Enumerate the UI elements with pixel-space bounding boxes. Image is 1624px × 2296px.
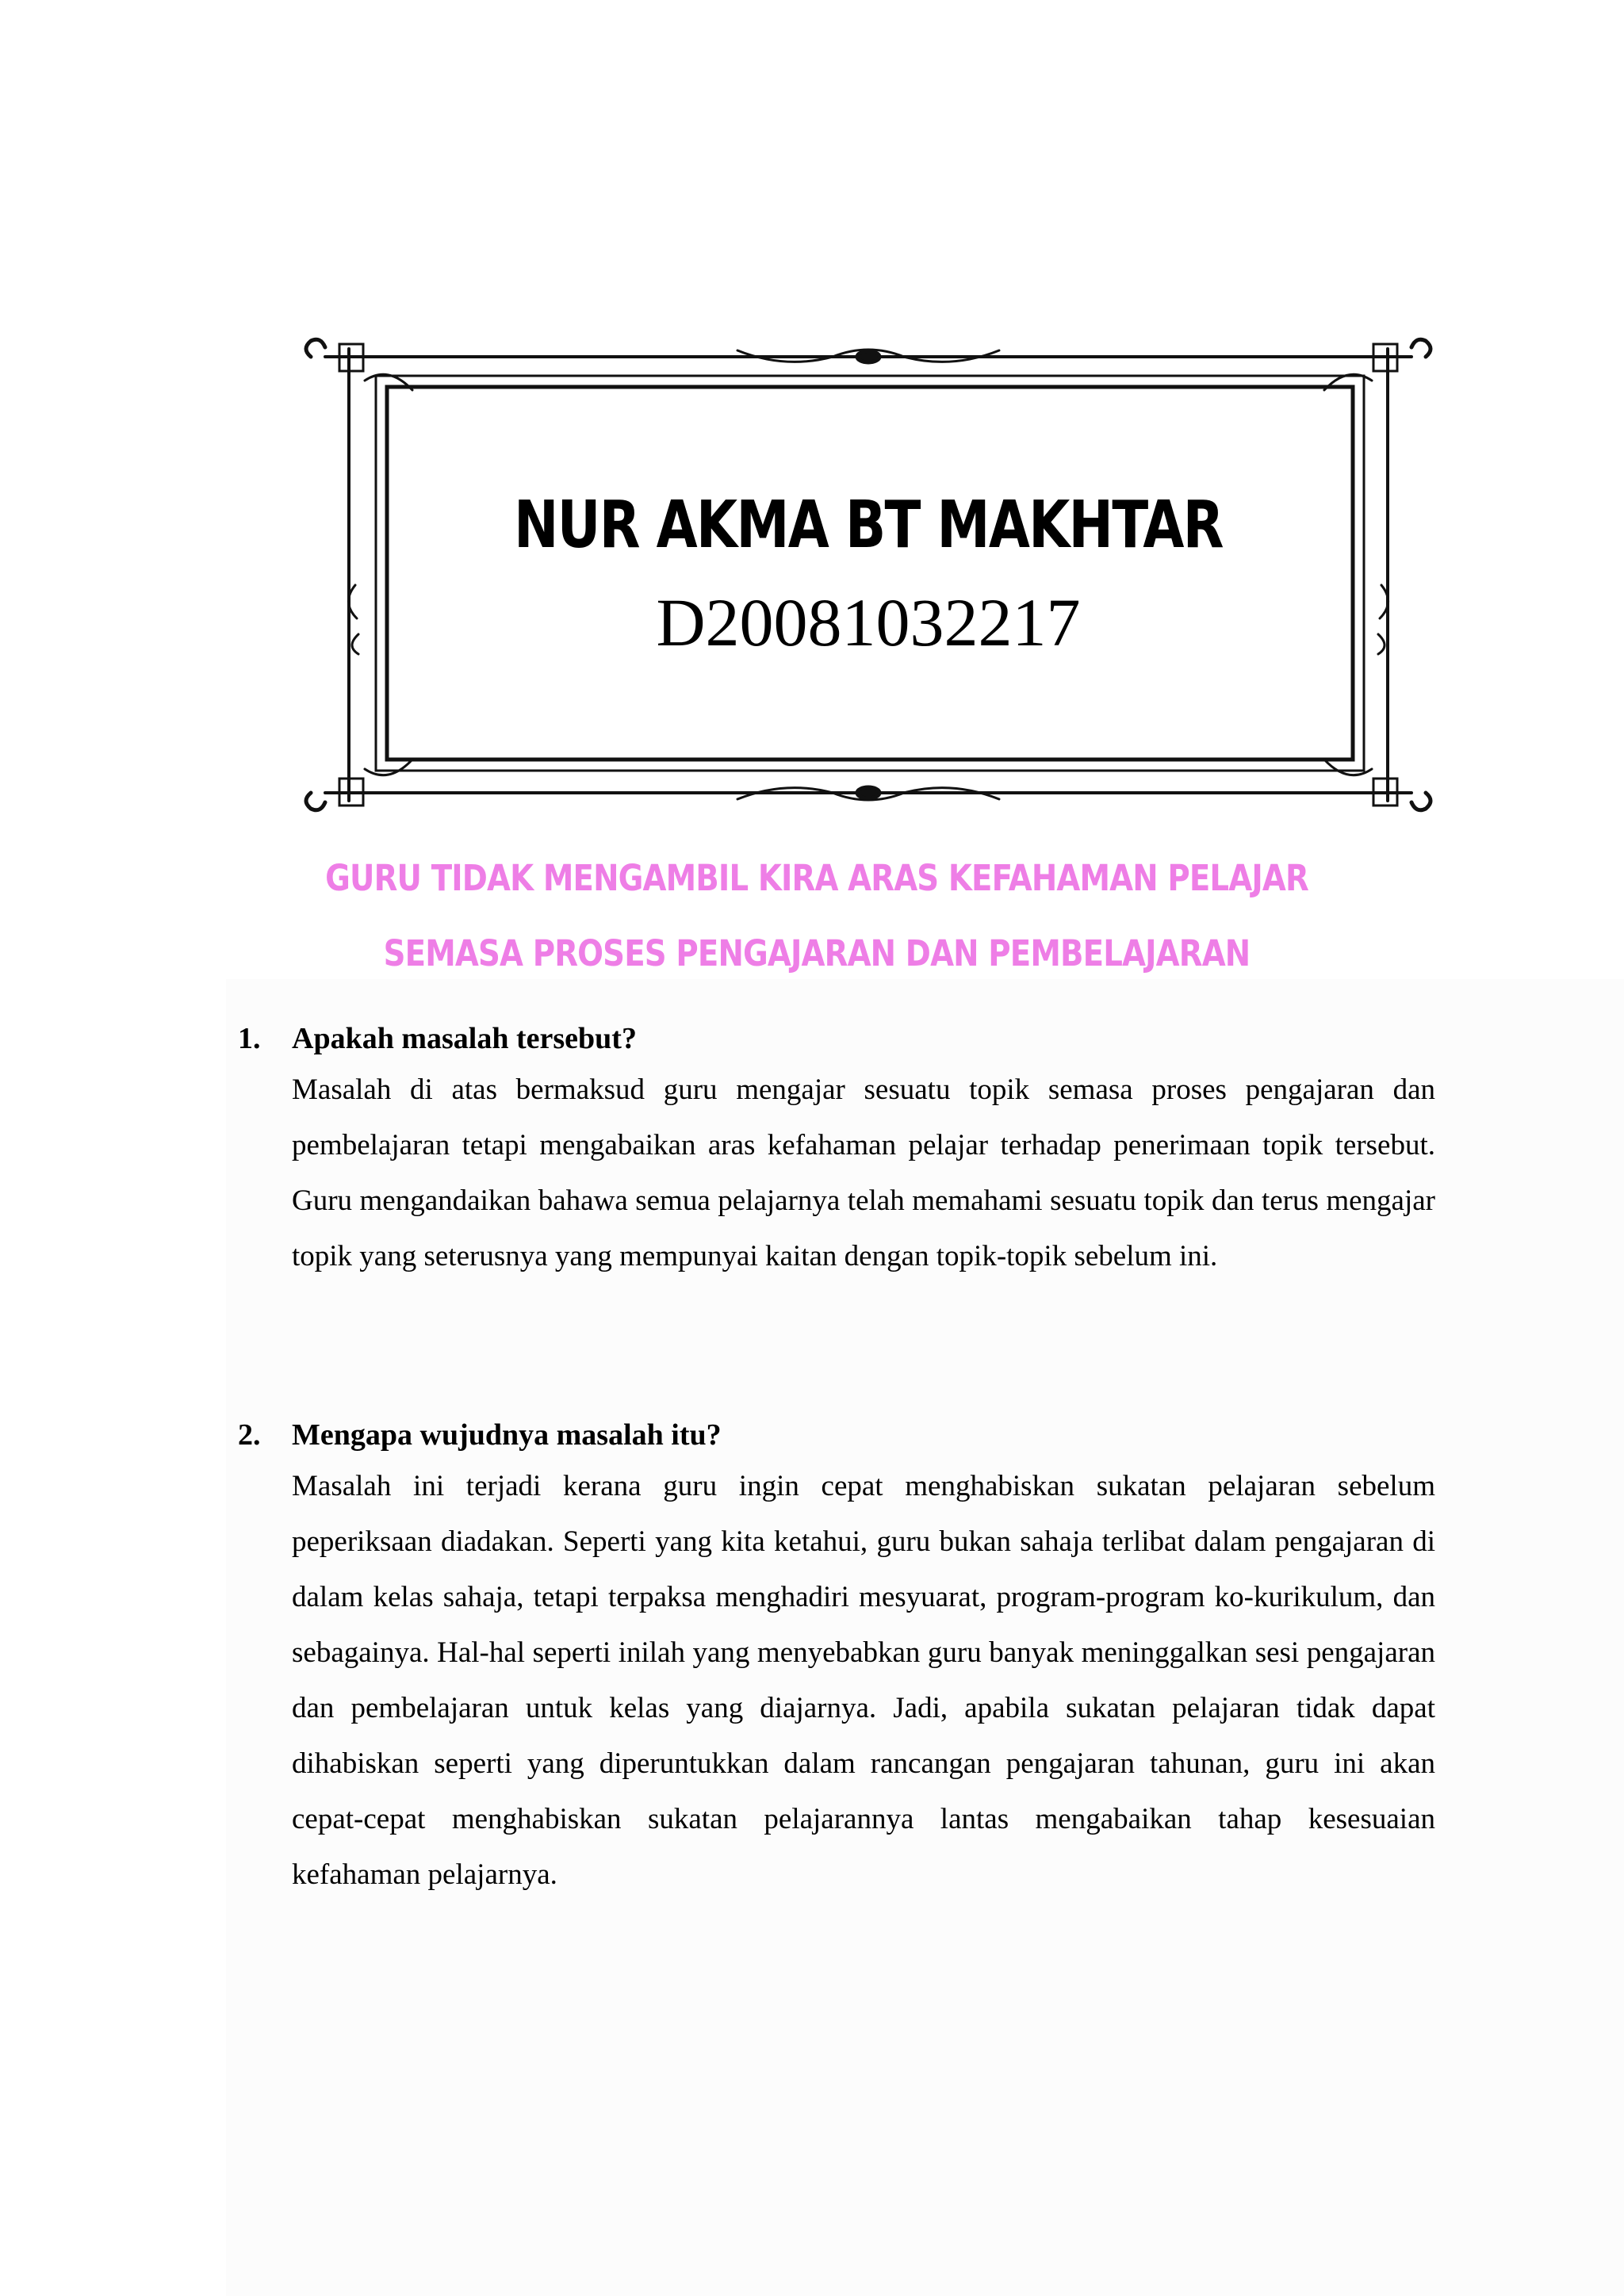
student-id: D20081032217 bbox=[656, 584, 1081, 660]
section-2 bbox=[238, 1411, 1435, 1903]
question-heading bbox=[238, 1411, 1435, 1459]
question-text: Mengapa wujudnya masalah itu? bbox=[292, 1418, 722, 1452]
question-number: 2. bbox=[238, 1418, 261, 1452]
question-heading bbox=[238, 1015, 1435, 1062]
question-text: Apakah masalah tersebut? bbox=[292, 1022, 637, 1055]
ornamental-frame-icon bbox=[293, 333, 1443, 817]
answer-paragraph: Masalah ini terjadi kerana guru ingin cepat menghabiskan sukatan pelajaran sebelum peperiksaan diadakan. Seperti yang kita ketahui, guru bukan sahaja terlibat dalam pengajaran di dalam kelas sahaja, tetapi terpaksa menghadiri mesyuarat, program-program ko-kurikulum, dan sebagainya. Hal-hal seperti inilah yang menyebabkan guru banyak meninggalkan sesi pengajaran dan pembelajaran untuk kelas yang diajarnya. Jadi, apabila sukatan pelajaran tidak dapat dihabiskan seperti yang diperuntukkan dalam rancangan pengajaran tahunan, guru ini akan cepat-cepat menghabiskan sukatan pelajarannya lantas mengabaikan tahap kesesuaian kefahaman pelajarnya. bbox=[292, 1470, 1435, 1891]
author-name: NUR AKMA BT MAKHTAR bbox=[514, 488, 1223, 563]
ornamental-frame bbox=[293, 333, 1443, 817]
answer-paragraph: Masalah di atas bermaksud guru mengajar sesuatu topik semasa proses pengajaran dan pembelajaran tetapi mengabaikan aras kefahaman pelajar terhadap penerimaan topik tersebut. Guru mengandaikan bahawa semua pelajarnya telah memahami sesuatu topik dan terus mengajar topik yang seterusnya yang mempunyai kaitan dengan topik-topik sebelum ini. bbox=[292, 1073, 1435, 1272]
question-number: 1. bbox=[238, 1022, 261, 1055]
page-title: GURU TIDAK MENGAMBIL KIRA ARAS KEFAHAMAN PELAJAR SEMASA PROSES PENGAJARAN DAN PEMBELAJARAN bbox=[325, 857, 1308, 974]
section-1 bbox=[238, 1015, 1435, 1284]
